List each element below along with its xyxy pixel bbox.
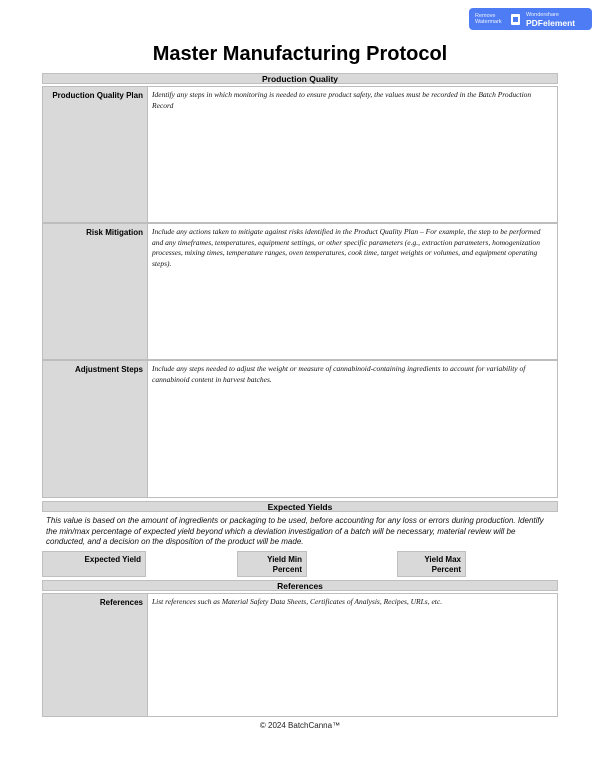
watermark-brand: [526, 11, 575, 27]
adjustment-steps-field[interactable]: Include any steps needed to adjust the weight or measure of cannabinoid-containing ingredients to account for variability of cannabinoid content in harvest batches.: [152, 364, 526, 384]
page-title: Master Manufacturing Protocol: [152, 43, 448, 65]
row-label: Production Quality Plan: [43, 87, 148, 222]
row-risk-mitigation: [42, 223, 558, 360]
remove-watermark-button[interactable]: [469, 8, 592, 30]
row-label: Adjustment Steps: [43, 361, 148, 497]
row-production-quality-plan: [42, 86, 558, 223]
expected-yield-label: Expected Yield: [42, 551, 146, 577]
production-quality-plan-field[interactable]: Identify any steps in which monitoring is needed to ensure product safety, the values must be recorded in the Batch Production Record: [152, 90, 532, 110]
section-header-expected-yields: Expected Yields: [42, 501, 558, 512]
yield-max-label: Yield Max Percent: [397, 551, 466, 577]
row-references: [42, 593, 558, 717]
expected-yield-field[interactable]: [146, 551, 237, 577]
risk-mitigation-field[interactable]: Include any actions taken to mitigate against risks identified in the Product Quality Plan – For example, the step to be performed and any timeframes, temperatures, equipment settings, or other specific parameters (e.g., extraction parameters, homogenization processes, mixing times, temperature ranges, oven temperatures, cook time, target weights or volumes, and equipment operating steps).: [152, 227, 541, 268]
pdfelement-logo-icon: [511, 14, 520, 25]
section-header-production-quality: Production Quality: [42, 73, 558, 84]
yield-max-field[interactable]: [466, 551, 558, 577]
watermark-brand-product: PDFelement: [526, 18, 576, 28]
references-field[interactable]: List references such as Material Safety Data Sheets, Certificates of Analysis, Recipes, URLs, etc.: [152, 597, 443, 606]
yield-min-field[interactable]: [307, 551, 397, 577]
row-label: Risk Mitigation: [43, 224, 148, 359]
expected-yields-description: This value is based on the amount of ingredients or packaging to be used, before accounting for any loss or errors during production. Identify the min/max percentage of expected yield beyond which a deviation investigation of a batch will be necessary, material review will be conducted, and a decision on the disposition of the product will be made.: [46, 516, 544, 546]
yield-min-label: Yield Min Percent: [237, 551, 307, 577]
copyright-footer: © 2024 BatchCanna™: [259, 721, 341, 730]
remove-watermark-label: Remove Watermark: [475, 13, 502, 25]
row-label: References: [43, 594, 148, 716]
row-adjustment-steps: [42, 360, 558, 498]
section-header-references: References: [42, 580, 558, 591]
watermark-brand-company: Wondershare: [526, 12, 559, 18]
